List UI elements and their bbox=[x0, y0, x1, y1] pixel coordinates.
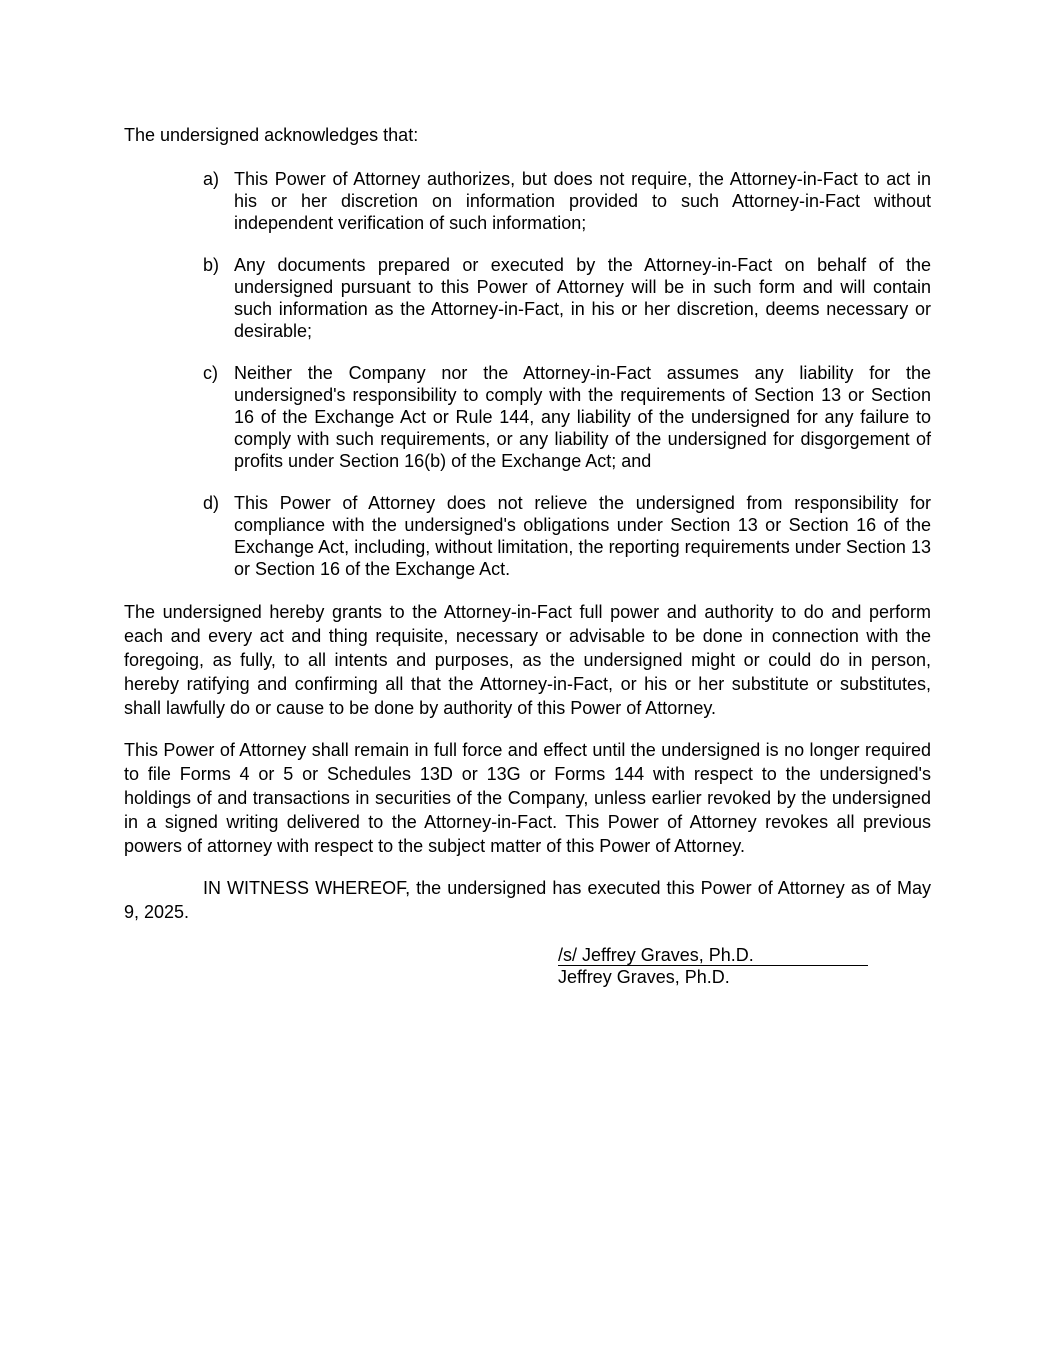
document-page bbox=[124, 124, 931, 988]
list-item-c bbox=[124, 362, 931, 472]
list-item-text: Neither the Company nor the Attorney-in-Fact assumes any liability for the undersigned's responsibility to comply with the requirements of Section 13 or Section 16 of the Exchange Act or Rule 144, any liability of the undersigned for any failure to comply with such requirements, or any liability of the undersigned for disgorgement of profits under Section 16(b) of the Exchange Act; and bbox=[234, 363, 931, 471]
list-item-text: This Power of Attorney does not relieve the undersigned from responsibility for compliance with the undersigned's obligations under Section 13 or Section 16 of the Exchange Act, including, without limitation, the reporting requirements under Section 13 or Section 16 of the Exchange Act. bbox=[234, 493, 931, 579]
list-marker: a) bbox=[203, 169, 220, 189]
signer-name: Jeffrey Graves, Ph.D. bbox=[558, 967, 730, 987]
signature-block bbox=[558, 944, 931, 988]
grant-paragraph: The undersigned hereby grants to the Attorney-in-Fact full power and authority to do and perform each and every act and thing requisite, necessary or advisable to be done in connection with the foregoing, as fully, to all intents and purposes, as the undersigned might or could do in person, hereby ratifying and confirming all that the Attorney-in-Fact, or his or her substitute or substitutes, shall lawfully do or cause to be done by authority of this Power of Attorney. bbox=[124, 602, 931, 718]
list-item-b bbox=[124, 254, 931, 342]
signature-line: /s/ Jeffrey Graves, Ph.D. bbox=[558, 945, 868, 966]
list-marker: c) bbox=[203, 363, 218, 383]
list-item-d bbox=[124, 492, 931, 580]
intro-text: The undersigned acknowledges that: bbox=[124, 125, 419, 145]
acknowledgement-list bbox=[124, 168, 931, 580]
list-item-text: This Power of Attorney authorizes, but does not require, the Attorney-in-Fact to act in his or her discretion on information provided to such Attorney-in-Fact without independent verification of such information; bbox=[234, 169, 931, 233]
list-marker: d) bbox=[203, 493, 220, 513]
list-item-a bbox=[124, 168, 931, 234]
witness-paragraph: IN WITNESS WHEREOF, the undersigned has executed this Power of Attorney as of May 9, 2025. bbox=[124, 878, 931, 922]
duration-paragraph: This Power of Attorney shall remain in full force and effect until the undersigned is no longer required to file Forms 4 or 5 or Schedules 13D or 13G or Forms 144 with respect to the undersigned's holdings of and transactions in securities of the Company, unless earlier revoked by the undersigned in a signed writing delivered to the Attorney-in-Fact. This Power of Attorney revokes all previous powers of attorney with respect to the subject matter of this Power of Attorney. bbox=[124, 740, 931, 856]
list-marker: b) bbox=[203, 255, 220, 275]
list-item-text: Any documents prepared or executed by the Attorney-in-Fact on behalf of the undersigned pursuant to this Power of Attorney will be in such form and will contain such information as the Attorney-in-Fact, in his or her discretion, deems necessary or desirable; bbox=[234, 255, 931, 341]
